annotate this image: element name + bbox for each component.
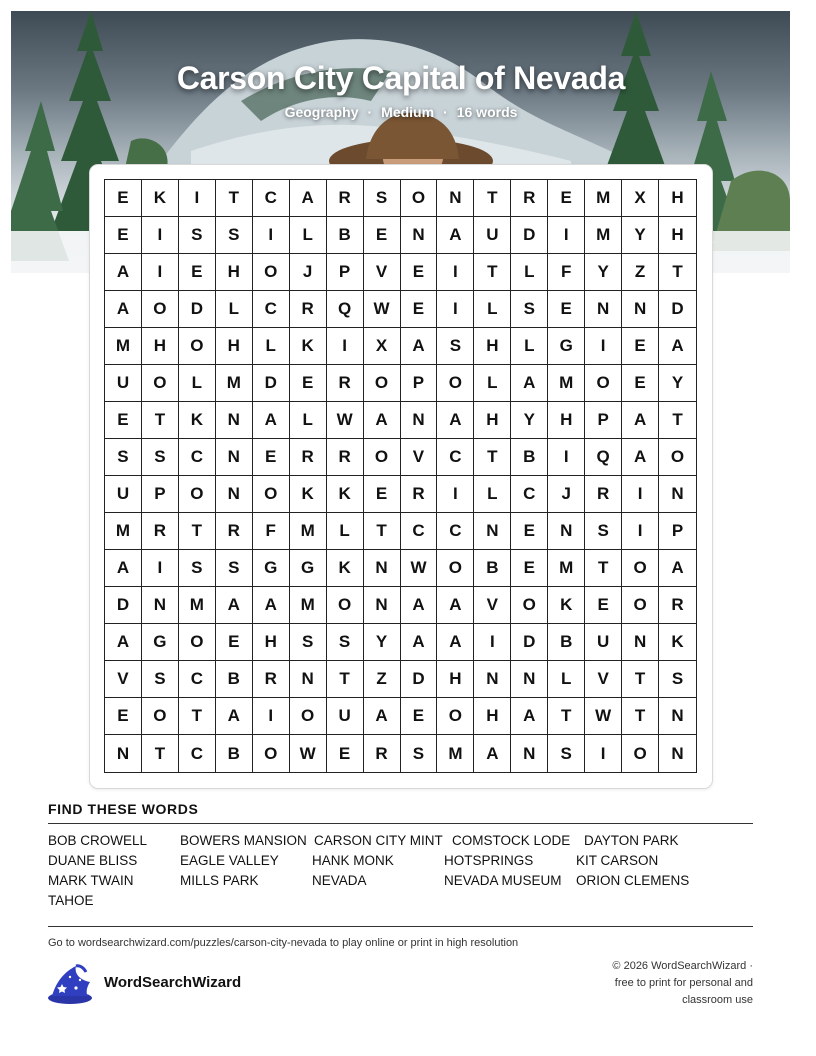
grid-cell[interactable]: S bbox=[511, 291, 548, 328]
word-item: MILLS PARK bbox=[180, 873, 259, 888]
letter-grid[interactable] bbox=[104, 179, 697, 773]
grid-cell[interactable]: K bbox=[290, 476, 327, 513]
grid-cell[interactable]: T bbox=[179, 513, 216, 550]
grid-cell[interactable]: R bbox=[401, 476, 438, 513]
grid-cell[interactable]: K bbox=[290, 328, 327, 365]
word-item: HOTSPRINGS bbox=[444, 853, 534, 868]
grid-cell[interactable]: L bbox=[511, 328, 548, 365]
grid-cell[interactable]: B bbox=[474, 550, 511, 587]
grid-cell[interactable]: N bbox=[585, 291, 622, 328]
grid-cell[interactable]: T bbox=[474, 439, 511, 476]
grid-cell[interactable]: V bbox=[105, 661, 142, 698]
grid-cell[interactable]: N bbox=[671, 743, 684, 763]
grid-cell[interactable]: C bbox=[179, 439, 216, 476]
grid-cell[interactable]: E bbox=[401, 698, 438, 735]
grid-cell[interactable]: U bbox=[105, 365, 142, 402]
grid-cell[interactable]: V bbox=[364, 254, 401, 291]
grid-cell[interactable]: T bbox=[327, 661, 364, 698]
grid-cell[interactable]: D bbox=[253, 365, 290, 402]
grid-cell[interactable]: B bbox=[548, 624, 585, 661]
puzzle-title: Carson City Capital of Nevada bbox=[176, 60, 626, 96]
grid-cell[interactable]: A bbox=[437, 624, 474, 661]
grid-cell[interactable]: N bbox=[622, 291, 659, 328]
grid-cell[interactable]: A bbox=[474, 735, 511, 772]
grid-cell[interactable]: E bbox=[401, 254, 438, 291]
grid-cell[interactable]: A bbox=[622, 402, 659, 439]
grid-cell[interactable]: A bbox=[105, 254, 142, 291]
grid-cell[interactable]: M bbox=[585, 217, 622, 254]
grid-cell[interactable]: T bbox=[622, 698, 659, 735]
grid-cell[interactable]: E bbox=[622, 328, 659, 365]
grid-cell[interactable]: P bbox=[142, 476, 179, 513]
grid-cell[interactable]: N bbox=[659, 476, 696, 513]
grid-cell[interactable]: E bbox=[511, 513, 548, 550]
grid-cell[interactable]: O bbox=[585, 365, 622, 402]
grid-cell[interactable]: H bbox=[437, 661, 474, 698]
grid-cell[interactable]: A bbox=[253, 587, 290, 624]
word-item: EAGLE VALLEY bbox=[180, 853, 279, 868]
grid-cell[interactable]: W bbox=[327, 402, 364, 439]
grid-cell[interactable]: O bbox=[364, 365, 401, 402]
grid-cell[interactable]: S bbox=[142, 439, 179, 476]
grid-cell[interactable]: O bbox=[253, 476, 290, 513]
grid-cell[interactable]: R bbox=[364, 735, 401, 772]
grid-cell[interactable]: A bbox=[364, 402, 401, 439]
grid-cell[interactable]: A bbox=[622, 439, 659, 476]
grid-cell[interactable]: A bbox=[216, 698, 253, 735]
grid-cell[interactable]: N bbox=[401, 402, 438, 439]
grid-cell[interactable]: T bbox=[474, 254, 511, 291]
word-item: NEVADA MUSEUM bbox=[444, 873, 562, 888]
grid-cell[interactable]: P bbox=[327, 254, 364, 291]
grid-cell[interactable]: C bbox=[437, 439, 474, 476]
grid-cell[interactable]: N bbox=[105, 735, 142, 772]
grid-cell[interactable]: H bbox=[216, 328, 253, 365]
grid-cell[interactable]: N bbox=[216, 402, 253, 439]
grid-cell[interactable]: A bbox=[437, 587, 474, 624]
grid-cell[interactable]: E bbox=[622, 365, 659, 402]
grid-cell[interactable]: A bbox=[437, 217, 474, 254]
grid-cell[interactable]: L bbox=[290, 402, 327, 439]
grid-cell[interactable]: S bbox=[105, 439, 142, 476]
grid-cell[interactable]: T bbox=[216, 180, 253, 217]
copyright-line: free to print for personal and bbox=[614, 977, 753, 989]
word-item: COMSTOCK LODE bbox=[452, 833, 571, 848]
grid-cell[interactable]: N bbox=[216, 476, 253, 513]
grid-cell[interactable]: N bbox=[216, 439, 253, 476]
grid-cell[interactable]: P bbox=[401, 365, 438, 402]
grid-cell[interactable]: C bbox=[511, 476, 548, 513]
grid-cell[interactable]: V bbox=[401, 439, 438, 476]
grid-cell[interactable]: H bbox=[474, 402, 511, 439]
grid-cell[interactable]: I bbox=[548, 439, 585, 476]
grid-cell[interactable]: T bbox=[364, 513, 401, 550]
grid-cell[interactable]: S bbox=[327, 624, 364, 661]
grid-cell[interactable]: E bbox=[548, 180, 585, 217]
grid-cell[interactable]: H bbox=[253, 624, 290, 661]
grid-cell[interactable]: G bbox=[290, 550, 327, 587]
grid-cell[interactable]: Z bbox=[364, 661, 401, 698]
grid-cell[interactable]: O bbox=[511, 587, 548, 624]
grid-cell[interactable]: O bbox=[142, 291, 179, 328]
copyright-notice bbox=[573, 958, 753, 1009]
grid-cell[interactable]: O bbox=[179, 328, 216, 365]
grid-cell[interactable]: R bbox=[585, 476, 622, 513]
grid-cell[interactable]: M bbox=[548, 550, 585, 587]
puzzle-meta bbox=[0, 104, 802, 120]
word-item: KIT CARSON bbox=[576, 853, 659, 868]
grid-cell[interactable]: H bbox=[548, 402, 585, 439]
grid-cell[interactable]: G bbox=[142, 624, 179, 661]
grid-cell[interactable]: O bbox=[437, 698, 474, 735]
grid-cell[interactable]: A bbox=[401, 587, 438, 624]
word-list-heading: FIND THESE WORDS bbox=[48, 801, 199, 817]
grid-cell[interactable]: B bbox=[216, 735, 253, 772]
grid-cell[interactable]: M bbox=[290, 587, 327, 624]
category-label: Geography bbox=[284, 104, 359, 120]
grid-cell[interactable]: S bbox=[179, 550, 216, 587]
grid-cell[interactable]: I bbox=[437, 476, 474, 513]
grid-cell[interactable]: R bbox=[290, 291, 327, 328]
word-item: HANK MONK bbox=[312, 853, 394, 868]
grid-cell[interactable]: E bbox=[253, 439, 290, 476]
grid-cell[interactable]: W bbox=[364, 291, 401, 328]
grid-cell[interactable]: Z bbox=[622, 254, 659, 291]
grid-cell[interactable]: O bbox=[142, 365, 179, 402]
grid-cell[interactable]: S bbox=[585, 513, 622, 550]
grid-cell[interactable]: S bbox=[364, 180, 401, 217]
grid-cell[interactable]: O bbox=[364, 439, 401, 476]
grid-cell[interactable]: A bbox=[364, 698, 401, 735]
grid-cell[interactable]: I bbox=[622, 513, 659, 550]
grid-cell[interactable]: M bbox=[179, 587, 216, 624]
grid-cell[interactable]: T bbox=[142, 735, 179, 772]
grid-cell[interactable]: E bbox=[585, 587, 622, 624]
grid-cell[interactable]: R bbox=[327, 180, 364, 217]
grid-cell[interactable]: A bbox=[216, 587, 253, 624]
grid-cell[interactable]: S bbox=[290, 624, 327, 661]
grid-cell[interactable]: L bbox=[327, 513, 364, 550]
grid-cell[interactable]: W bbox=[290, 735, 327, 772]
grid-cell[interactable]: K bbox=[142, 180, 179, 217]
grid-cell[interactable]: C bbox=[401, 513, 438, 550]
grid-cell[interactable]: F bbox=[253, 513, 290, 550]
grid-cell[interactable]: E bbox=[105, 402, 142, 439]
grid-cell[interactable]: R bbox=[327, 365, 364, 402]
grid-cell[interactable]: N bbox=[290, 661, 327, 698]
grid-cell[interactable]: T bbox=[142, 402, 179, 439]
grid-cell[interactable]: A bbox=[659, 550, 696, 587]
grid-cell[interactable]: K bbox=[659, 624, 696, 661]
grid-cell[interactable]: T bbox=[179, 698, 216, 735]
grid-cell[interactable]: L bbox=[511, 254, 548, 291]
grid-cell[interactable]: D bbox=[511, 624, 548, 661]
grid-cell[interactable]: Q bbox=[585, 439, 622, 476]
grid-cell[interactable]: T bbox=[585, 550, 622, 587]
grid-cell[interactable]: N bbox=[364, 587, 401, 624]
grid-cell[interactable]: O bbox=[659, 439, 696, 476]
grid-cell[interactable]: L bbox=[474, 476, 511, 513]
word-item: TAHOE bbox=[48, 893, 94, 908]
grid-cell[interactable]: D bbox=[401, 661, 438, 698]
grid-cell[interactable]: I bbox=[437, 254, 474, 291]
grid-cell[interactable]: S bbox=[179, 217, 216, 254]
meta-separator: · bbox=[443, 104, 448, 120]
grid-cell[interactable]: W bbox=[585, 698, 622, 735]
grid-cell[interactable]: Y bbox=[659, 365, 696, 402]
grid-cell[interactable]: L bbox=[216, 291, 253, 328]
grid-cell[interactable]: A bbox=[437, 402, 474, 439]
word-item: BOWERS MANSION bbox=[180, 833, 307, 848]
grid-cell[interactable]: I bbox=[142, 217, 179, 254]
grid-cell[interactable]: B bbox=[511, 439, 548, 476]
grid-cell[interactable]: E bbox=[364, 217, 401, 254]
grid-cell[interactable]: M bbox=[585, 180, 622, 217]
grid-cell[interactable]: D bbox=[511, 217, 548, 254]
grid-cell[interactable]: G bbox=[253, 550, 290, 587]
grid-cell[interactable]: N bbox=[548, 513, 585, 550]
grid-cell[interactable]: A bbox=[659, 328, 696, 365]
grid-cell[interactable]: Y bbox=[511, 402, 548, 439]
grid-cell[interactable]: N bbox=[364, 550, 401, 587]
grid-cell[interactable]: N bbox=[622, 624, 659, 661]
word-item: MARK TWAIN bbox=[48, 873, 134, 888]
grid-cell[interactable]: I bbox=[437, 291, 474, 328]
grid-cell[interactable]: A bbox=[105, 291, 142, 328]
grid-cell[interactable]: Q bbox=[327, 291, 364, 328]
grid-cell[interactable]: E bbox=[105, 698, 142, 735]
word-item: DUANE BLISS bbox=[48, 853, 138, 868]
grid-cell[interactable]: M bbox=[216, 365, 253, 402]
grid-cell[interactable]: L bbox=[548, 661, 585, 698]
grid-cell[interactable]: U bbox=[327, 698, 364, 735]
grid-cell[interactable]: N bbox=[659, 698, 696, 735]
grid-cell[interactable]: D bbox=[105, 587, 142, 624]
grid-cell[interactable]: C bbox=[179, 735, 216, 772]
divider bbox=[48, 926, 753, 927]
grid-cell[interactable]: O bbox=[622, 735, 659, 772]
grid-cell[interactable]: M bbox=[290, 513, 327, 550]
grid-cell[interactable]: R bbox=[253, 661, 290, 698]
grid-cell[interactable]: N bbox=[401, 217, 438, 254]
grid-cell[interactable]: I bbox=[622, 476, 659, 513]
difficulty-label: Medium bbox=[381, 104, 435, 120]
grid-cell[interactable]: K bbox=[548, 587, 585, 624]
grid-cell[interactable]: M bbox=[437, 735, 474, 772]
grid-cell[interactable]: H bbox=[216, 254, 253, 291]
grid-cell[interactable]: A bbox=[105, 550, 142, 587]
grid-cell[interactable]: N bbox=[437, 180, 474, 217]
grid-cell[interactable]: E bbox=[401, 291, 438, 328]
grid-cell[interactable]: O bbox=[142, 698, 179, 735]
grid-cell[interactable]: T bbox=[474, 180, 511, 217]
word-item: BOB CROWELL bbox=[48, 833, 148, 848]
grid-cell[interactable]: L bbox=[474, 291, 511, 328]
grid-cell[interactable]: J bbox=[548, 476, 585, 513]
grid-cell[interactable]: O bbox=[622, 550, 659, 587]
grid-cell[interactable]: E bbox=[216, 624, 253, 661]
grid-cell[interactable]: K bbox=[179, 402, 216, 439]
grid-cell[interactable]: I bbox=[142, 254, 179, 291]
grid-cell[interactable]: P bbox=[659, 513, 696, 550]
grid-cell[interactable]: L bbox=[474, 365, 511, 402]
grid-cell[interactable]: H bbox=[659, 217, 696, 254]
grid-cell[interactable]: A bbox=[105, 624, 142, 661]
grid-cell[interactable]: M bbox=[105, 328, 142, 365]
grid-cell[interactable]: B bbox=[216, 661, 253, 698]
grid-cell[interactable]: O bbox=[179, 624, 216, 661]
wizard-hat-icon bbox=[46, 962, 94, 1006]
grid-cell[interactable]: I bbox=[142, 550, 179, 587]
grid-cell[interactable]: I bbox=[327, 328, 364, 365]
grid-cell[interactable]: V bbox=[474, 587, 511, 624]
grid-cell[interactable]: T bbox=[622, 661, 659, 698]
grid-cell[interactable]: L bbox=[179, 365, 216, 402]
grid-cell[interactable]: O bbox=[401, 180, 438, 217]
grid-cell[interactable]: O bbox=[253, 254, 290, 291]
grid-cell[interactable]: I bbox=[253, 698, 290, 735]
grid-cell[interactable]: O bbox=[437, 365, 474, 402]
grid-cell[interactable]: U bbox=[105, 476, 142, 513]
grid-cell[interactable]: I bbox=[548, 217, 585, 254]
grid-cell[interactable]: T bbox=[548, 698, 585, 735]
grid-cell[interactable]: V bbox=[585, 661, 622, 698]
grid-cell[interactable]: I bbox=[253, 217, 290, 254]
word-item: DAYTON PARK bbox=[584, 833, 679, 848]
grid-cell[interactable]: R bbox=[659, 587, 696, 624]
grid-cell[interactable]: E bbox=[327, 735, 364, 772]
grid-cell[interactable]: N bbox=[474, 513, 511, 550]
word-item: CARSON CITY MINT bbox=[314, 833, 443, 848]
grid-cell[interactable]: O bbox=[437, 550, 474, 587]
grid-cell[interactable]: X bbox=[622, 180, 659, 217]
grid-cell[interactable]: R bbox=[142, 513, 179, 550]
grid-cell[interactable]: O bbox=[290, 698, 327, 735]
grid-cell[interactable]: I bbox=[585, 328, 622, 365]
grid-cell[interactable]: A bbox=[511, 365, 548, 402]
grid-cell[interactable]: O bbox=[327, 587, 364, 624]
grid-cell[interactable]: C bbox=[437, 513, 474, 550]
grid-cell[interactable]: N bbox=[511, 661, 548, 698]
grid-cell[interactable]: E bbox=[511, 550, 548, 587]
copyright-line: classroom use bbox=[682, 994, 753, 1006]
grid-cell[interactable]: X bbox=[364, 328, 401, 365]
grid-cell[interactable]: S bbox=[548, 735, 585, 772]
grid-cell[interactable]: A bbox=[253, 402, 290, 439]
grid-cell[interactable]: O bbox=[253, 735, 290, 772]
word-count-label: 16 words bbox=[456, 104, 518, 120]
grid-cell[interactable]: O bbox=[179, 476, 216, 513]
grid-cell[interactable]: P bbox=[585, 402, 622, 439]
grid-cell[interactable]: S bbox=[659, 661, 696, 698]
grid-cell[interactable]: T bbox=[659, 402, 696, 439]
grid-cell[interactable]: Y bbox=[364, 624, 401, 661]
grid-cell[interactable]: E bbox=[364, 476, 401, 513]
grid-cell[interactable]: E bbox=[105, 217, 142, 254]
grid-cell[interactable]: R bbox=[290, 439, 327, 476]
grid-cell[interactable]: I bbox=[585, 735, 622, 772]
grid-cell[interactable]: K bbox=[327, 550, 364, 587]
grid-cell[interactable]: Y bbox=[585, 254, 622, 291]
footer-url-text[interactable]: Go to wordsearchwizard.com/puzzles/carson-city-nevada to play online or print in high resolution bbox=[48, 937, 519, 949]
brand-name: WordSearchWizard bbox=[104, 974, 242, 991]
grid-cell[interactable]: C bbox=[179, 661, 216, 698]
grid-cell[interactable]: S bbox=[401, 735, 438, 772]
grid-cell[interactable]: M bbox=[548, 365, 585, 402]
grid-cell[interactable]: L bbox=[290, 217, 327, 254]
grid-cell[interactable]: R bbox=[511, 180, 548, 217]
grid-cell[interactable]: E bbox=[290, 365, 327, 402]
grid-cell[interactable]: N bbox=[511, 735, 548, 772]
grid-cell[interactable]: S bbox=[142, 661, 179, 698]
grid-cell[interactable]: E bbox=[548, 291, 585, 328]
grid-cell[interactable]: I bbox=[179, 180, 216, 217]
grid-cell[interactable]: S bbox=[216, 217, 253, 254]
grid-cell[interactable]: D bbox=[659, 291, 696, 328]
grid-cell[interactable]: I bbox=[474, 624, 511, 661]
grid-cell[interactable]: Y bbox=[622, 217, 659, 254]
grid-cell[interactable]: H bbox=[142, 328, 179, 365]
grid-cell[interactable]: H bbox=[474, 698, 511, 735]
grid-cell[interactable]: T bbox=[659, 254, 696, 291]
grid-cell[interactable]: U bbox=[474, 217, 511, 254]
grid-cell[interactable]: E bbox=[105, 180, 142, 217]
grid-cell[interactable]: L bbox=[253, 328, 290, 365]
grid-cell[interactable]: K bbox=[327, 476, 364, 513]
grid-cell[interactable]: N bbox=[474, 661, 511, 698]
grid-cell[interactable]: C bbox=[253, 291, 290, 328]
grid-cell[interactable]: J bbox=[290, 254, 327, 291]
word-item: ORION CLEMENS bbox=[576, 873, 690, 888]
grid-cell[interactable]: H bbox=[474, 328, 511, 365]
grid-cell[interactable]: A bbox=[511, 698, 548, 735]
grid-cell[interactable]: U bbox=[585, 624, 622, 661]
grid-cell[interactable]: A bbox=[401, 328, 438, 365]
grid-cell[interactable]: E bbox=[179, 254, 216, 291]
grid-cell[interactable]: O bbox=[622, 587, 659, 624]
grid-cell[interactable]: F bbox=[548, 254, 585, 291]
word-item: NEVADA bbox=[312, 873, 367, 888]
grid-cell[interactable]: R bbox=[327, 439, 364, 476]
grid-cell[interactable]: W bbox=[401, 550, 438, 587]
grid-cell[interactable]: S bbox=[437, 328, 474, 365]
grid-cell[interactable]: S bbox=[216, 550, 253, 587]
grid-cell[interactable]: M bbox=[105, 513, 142, 550]
grid-cell[interactable]: C bbox=[253, 180, 290, 217]
divider bbox=[48, 823, 753, 824]
meta-separator: · bbox=[367, 104, 373, 120]
grid-cell[interactable]: A bbox=[401, 624, 438, 661]
grid-cell[interactable]: A bbox=[290, 180, 327, 217]
grid-cell[interactable]: R bbox=[216, 513, 253, 550]
grid-cell[interactable]: N bbox=[142, 587, 179, 624]
copyright-line: © 2026 WordSearchWizard · bbox=[612, 960, 753, 972]
grid-cell[interactable]: D bbox=[179, 291, 216, 328]
grid-cell[interactable]: H bbox=[659, 180, 696, 217]
grid-cell[interactable]: G bbox=[548, 328, 585, 365]
grid-cell[interactable]: B bbox=[327, 217, 364, 254]
